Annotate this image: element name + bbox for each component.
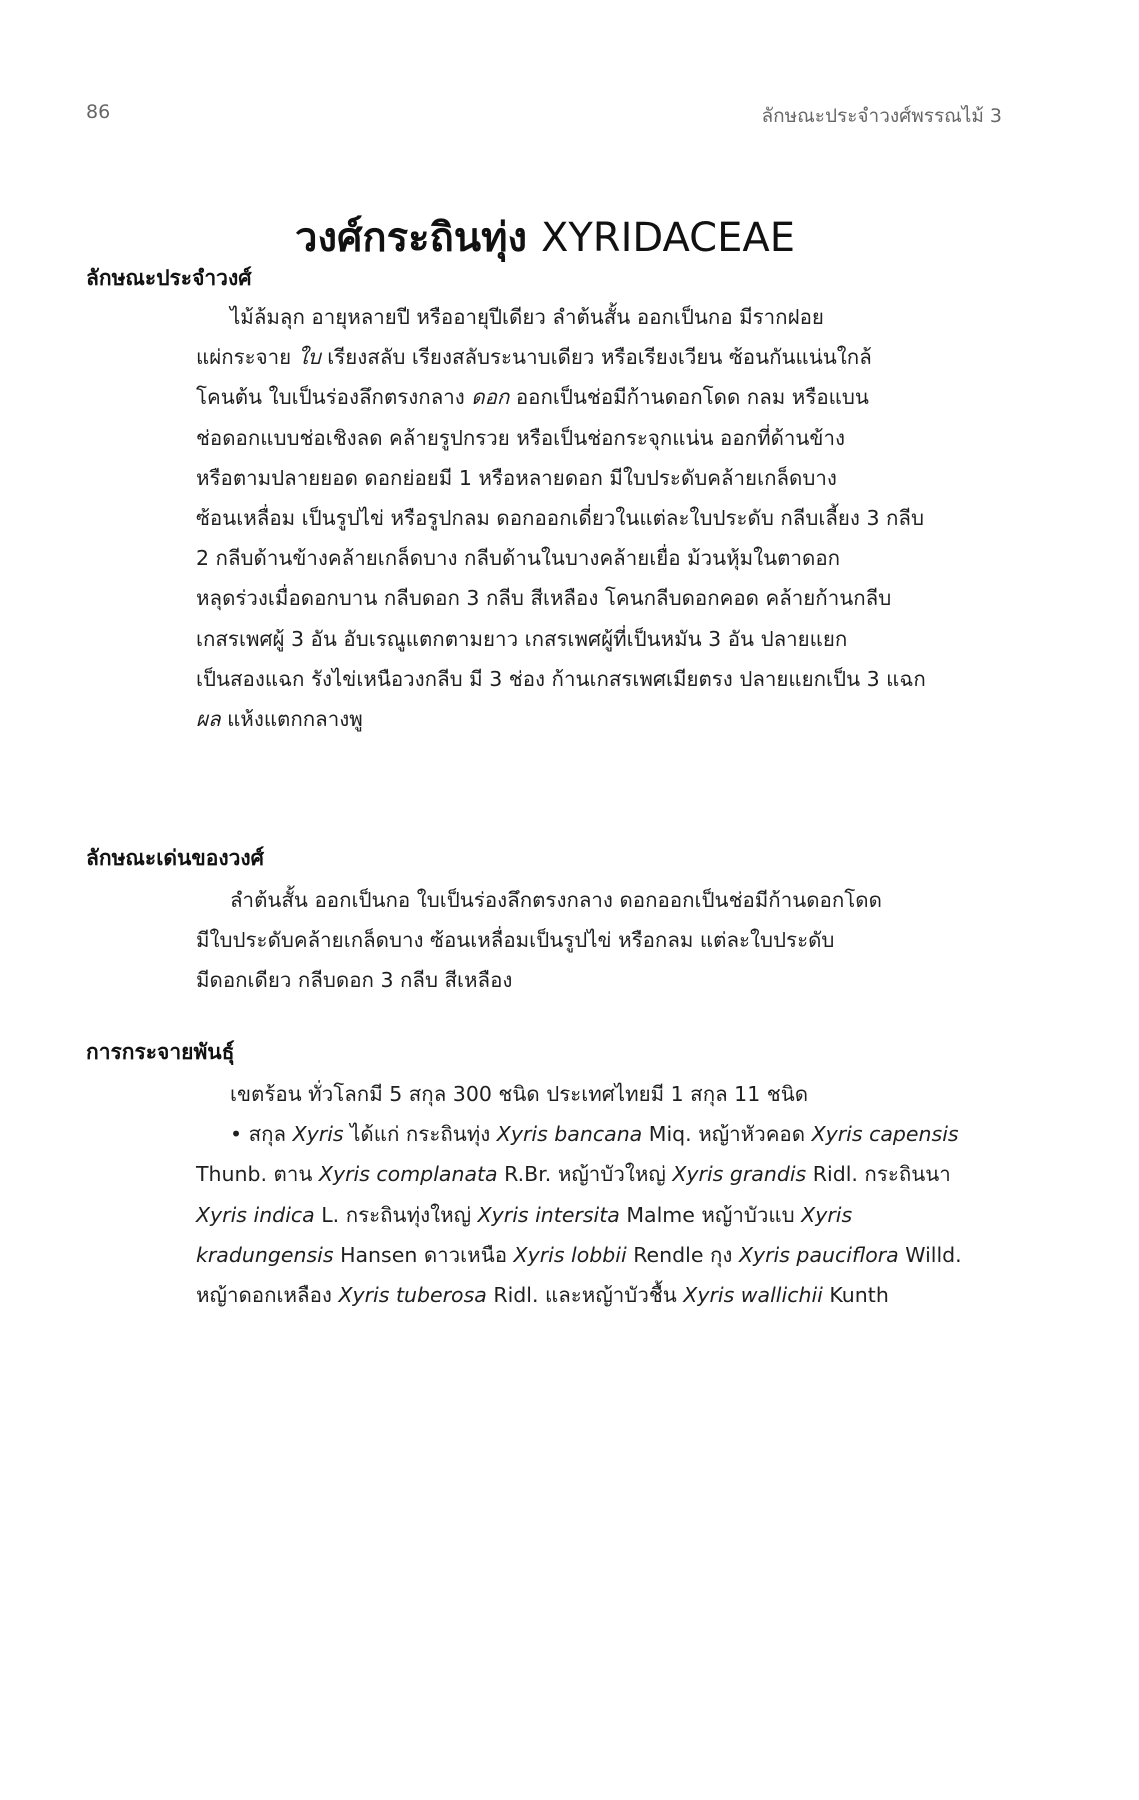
text-line: ลำต้นสั้น ออกเป็นกอ ใบเป็นร่องลึกตรงกลาง ดอกออกเป็นช่อมีก้านดอกโดด bbox=[230, 888, 882, 912]
distinctive-paragraph bbox=[196, 880, 998, 1001]
running-head: ลักษณะประจำวงศ์พรรณไม้ 3 bbox=[761, 105, 1002, 127]
characteristics-heading: ลักษณะประจำวงศ์ bbox=[86, 266, 252, 290]
text-line: kradungensis Hansen ดาวเหนือ Xyris lobbii Rendle กุง Xyris pauciflora Willd. bbox=[196, 1242, 962, 1267]
text-line: ช่อดอกแบบช่อเชิงลด คล้ายรูปกรวย หรือเป็นช่อกระจุกแน่น ออกที่ด้านข้าง bbox=[196, 425, 845, 450]
text-line: • สกุล Xyris ได้แก่ กระถินทุ่ง Xyris bancana Miq. หญ้าหัวคอด Xyris capensis bbox=[230, 1122, 959, 1147]
text-line: หญ้าดอกเหลือง Xyris tuberosa Ridl. และหญ้าบัวชื้น Xyris wallichii Kunth bbox=[196, 1283, 889, 1308]
distribution-heading: การกระจายพันธุ์ bbox=[86, 1040, 235, 1064]
text-line: หรือตามปลายยอด ดอกย่อยมี 1 หรือหลายดอก มีใบประดับคล้ายเกล็ดบาง bbox=[196, 465, 837, 490]
text-line: Thunb. ตาน Xyris complanata R.Br. หญ้าบัวใหญ่ Xyris grandis Ridl. กระถินนา bbox=[196, 1162, 951, 1187]
text-line: เกสรเพศผู้ 3 อัน อับเรณูแตกตามยาว เกสรเพศผู้ที่เป็นหมัน 3 อัน ปลายแยก bbox=[196, 626, 848, 651]
distribution-paragraph bbox=[196, 1074, 998, 1315]
text-line: เป็นสองแฉก รังไข่เหนือวงกลีบ มี 3 ช่อง ก้านเกสรเพศเมียตรง ปลายแยกเป็น 3 แฉก bbox=[196, 666, 926, 691]
text-line: โคนต้น ใบเป็นร่องลึกตรงกลาง ดอก ออกเป็นช่อมีก้านดอกโดด กลม หรือแบน bbox=[196, 385, 869, 410]
title-thai: วงศ์กระถินทุ่ง bbox=[295, 215, 528, 261]
characteristics-paragraph bbox=[196, 297, 998, 739]
text-line: Xyris indica L. กระถินทุ่งใหญ่ Xyris intersita Malme หญ้าบัวแบ Xyris bbox=[196, 1202, 853, 1227]
page-number: 86 bbox=[86, 101, 111, 123]
text-line: มีดอกเดียว กลีบดอก 3 กลีบ สีเหลือง bbox=[196, 968, 513, 993]
text-line: หลุดร่วงเมื่อดอกบาน กลีบดอก 3 กลีบ สีเหลือง โคนกลีบดอกคอด คล้ายก้านกลีบ bbox=[196, 586, 892, 611]
text-line: ผล แห้งแตกกลางพู bbox=[196, 707, 363, 732]
text-line: แผ่กระจาย ใบ เรียงสลับ เรียงสลับระนาบเดียว หรือเรียงเวียน ซ้อนกันแน่นใกล้ bbox=[196, 345, 872, 370]
distinctive-heading: ลักษณะเด่นของวงศ์ bbox=[86, 846, 264, 870]
text-line: ซ้อนเหลื่อม เป็นรูปไข่ หรือรูปกลม ดอกออกเดี่ยวในแต่ละใบประดับ กลีบเลี้ยง 3 กลีบ bbox=[196, 506, 925, 531]
title-latin: XYRIDACEAE bbox=[540, 215, 795, 261]
text-line: ไม้ล้มลุก อายุหลายปี หรืออายุปีเดียว ลำต้นสั้น ออกเป็นกอ มีรากฝอย bbox=[230, 305, 824, 329]
text-line: 2 กลีบด้านข้างคล้ายเกล็ดบาง กลีบด้านในบางคล้ายเยื่อ ม้วนหุ้มในตาดอก bbox=[196, 546, 841, 571]
text-line: มีใบประดับคล้ายเกล็ดบาง ซ้อนเหลื่อมเป็นรูปไข่ หรือกลม แต่ละใบประดับ bbox=[196, 928, 835, 953]
page-title bbox=[0, 205, 1090, 269]
distribution-summary: เขตร้อน ทั่วโลกมี 5 สกุล 300 ชนิด ประเทศไทยมี 1 สกุล 11 ชนิด bbox=[230, 1082, 809, 1106]
